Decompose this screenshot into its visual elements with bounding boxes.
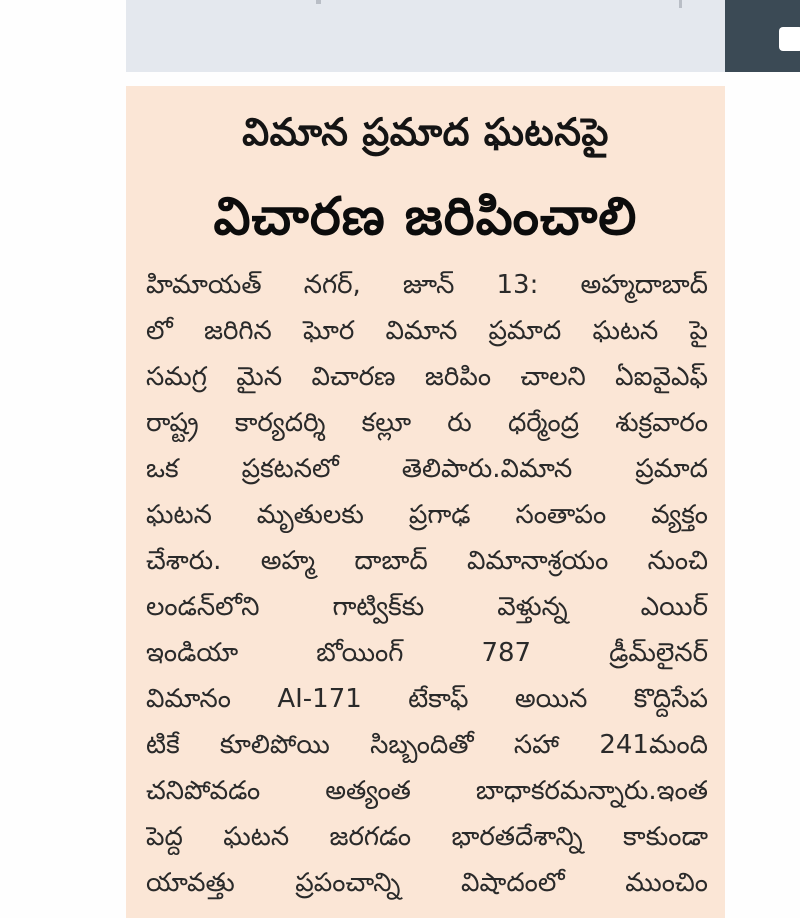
body-line: రాష్ట్ర కార్యదర్శి కల్లూ రు ధర్మేంద్ర శుక్రవారం bbox=[146, 408, 708, 438]
body-line: చనిపోవడం అత్యంత బాధాకరమన్నారు.ఇంత bbox=[146, 776, 708, 806]
text-fragment-mark bbox=[316, 0, 321, 4]
body-line: చేశారు. అహ్మ దాబాద్ విమానాశ్రయం నుంచి bbox=[146, 546, 708, 576]
text-fragment-mark bbox=[679, 0, 682, 8]
headline-line-1: విమాన ప్రమాద ఘటనపై bbox=[242, 110, 609, 154]
news-clipping bbox=[126, 86, 725, 918]
body-line: ఒక ప్రకటనలో తెలిపారు.విమాన ప్రమాద bbox=[146, 454, 708, 484]
body-line: ఇండియా బోయింగ్ 787 డ్రీమ్‌లైనర్ bbox=[146, 638, 708, 668]
body-line: ఘటన మృతులకు ప్రగాఢ సంతాపం వ్యక్తం bbox=[146, 500, 708, 530]
body-line: లండన్‌లోని గాట్విక్‌కు వెళ్తున్న ఎయిర్ bbox=[146, 592, 708, 622]
body-line: యావత్తు ప్రపంచాన్ని విషాదంలో ముంచిం bbox=[146, 868, 708, 898]
body-line: సమగ్ర మైన విచారణ జరిపిం చాలని ఏఐవైఎఫ్ bbox=[146, 362, 708, 392]
headline-line-2: విచారణ జరిపించాలి bbox=[213, 187, 638, 247]
side-panel bbox=[725, 0, 800, 72]
body-line: విమానం AI-171 టేకాఫ్ అయిన కొద్దిసేప bbox=[146, 684, 708, 714]
body-line: టికే కూలిపోయి సిబ్బందితో సహా 241మంది bbox=[146, 730, 708, 760]
white-square-icon[interactable] bbox=[779, 27, 800, 51]
previous-clip-strip bbox=[126, 0, 725, 72]
body-line: లో జరిగిన ఘోర విమాన ప్రమాద ఘటన పై bbox=[146, 316, 708, 346]
article-body bbox=[146, 262, 708, 906]
body-line: హిమాయత్ నగర్, జూన్ 13: అహ్మదాబాద్ bbox=[146, 270, 708, 300]
body-line: పెద్ద ఘటన జరగడం భారతదేశాన్ని కాకుండా bbox=[146, 822, 708, 852]
